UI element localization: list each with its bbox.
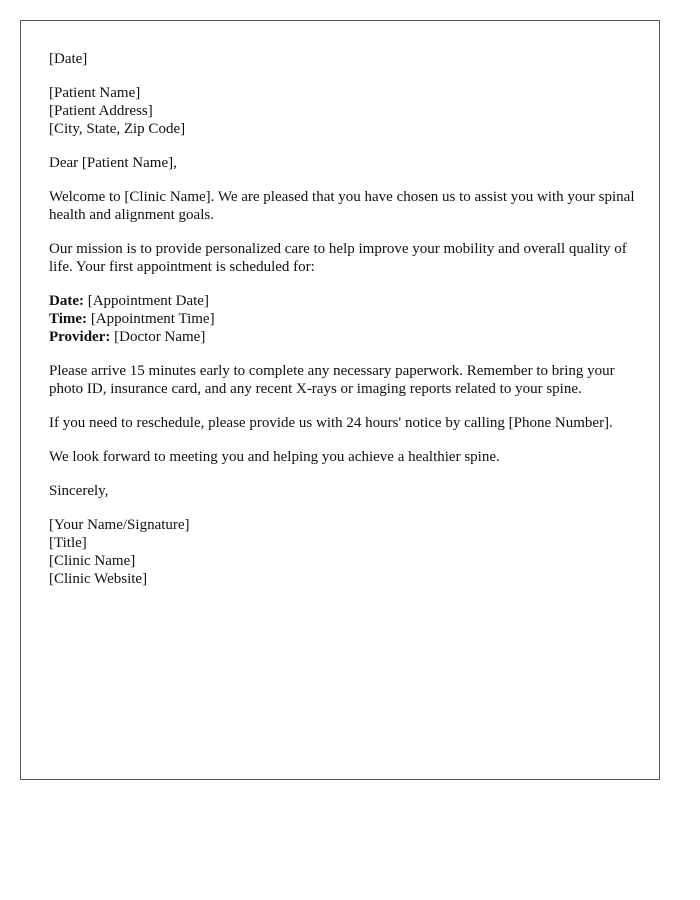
signature-name: [Your Name/Signature] [49,517,190,533]
letter-date [49,50,639,68]
letter-page [20,20,660,780]
date-text: [Date] [49,51,88,67]
patient-city-state-zip: [City, State, Zip Code] [49,121,186,137]
appointment-time-label: Time: [49,311,88,327]
closing-paragraph: We look forward to meeting you and helping you achieve a healthier spine. [49,449,500,465]
reschedule-paragraph: If you need to reschedule, please provide us with 24 hours' notice by calling [Phone Number]. [49,415,613,431]
salutation: Dear [Patient Name], [49,155,177,171]
signoff: Sincerely, [49,483,109,499]
appointment-provider-row [49,328,639,346]
recipient-address-block [49,84,639,138]
appointment-date-row [49,292,639,310]
mission-paragraph: Our mission is to provide personalized care to help improve your mobility and overall quality of life. Your first appointment is scheduled for: [49,241,627,275]
appointment-provider-value: [Doctor Name] [110,329,206,345]
letter-body [49,50,639,604]
patient-name: [Patient Name] [49,85,141,101]
signature-clinic: [Clinic Name] [49,553,136,569]
appointment-time-row [49,310,639,328]
signature-website: [Clinic Website] [49,571,148,587]
arrival-paragraph: Please arrive 15 minutes early to complete any necessary paperwork. Remember to bring your photo ID, insurance card, and any recent X-rays or imaging reports related to your spine. [49,363,615,397]
signature-block [49,516,639,588]
patient-address: [Patient Address] [49,103,153,119]
appointment-provider-label: Provider: [49,329,111,345]
welcome-paragraph: Welcome to [Clinic Name]. We are pleased that you have chosen us to assist you with your spinal health and alignment goals. [49,189,635,223]
appointment-date-label: Date: [49,293,84,309]
appointment-date-value: [Appointment Date] [83,293,209,309]
appointment-time-value: [Appointment Time] [87,311,215,327]
signature-title: [Title] [49,535,87,551]
appointment-details [49,292,639,346]
